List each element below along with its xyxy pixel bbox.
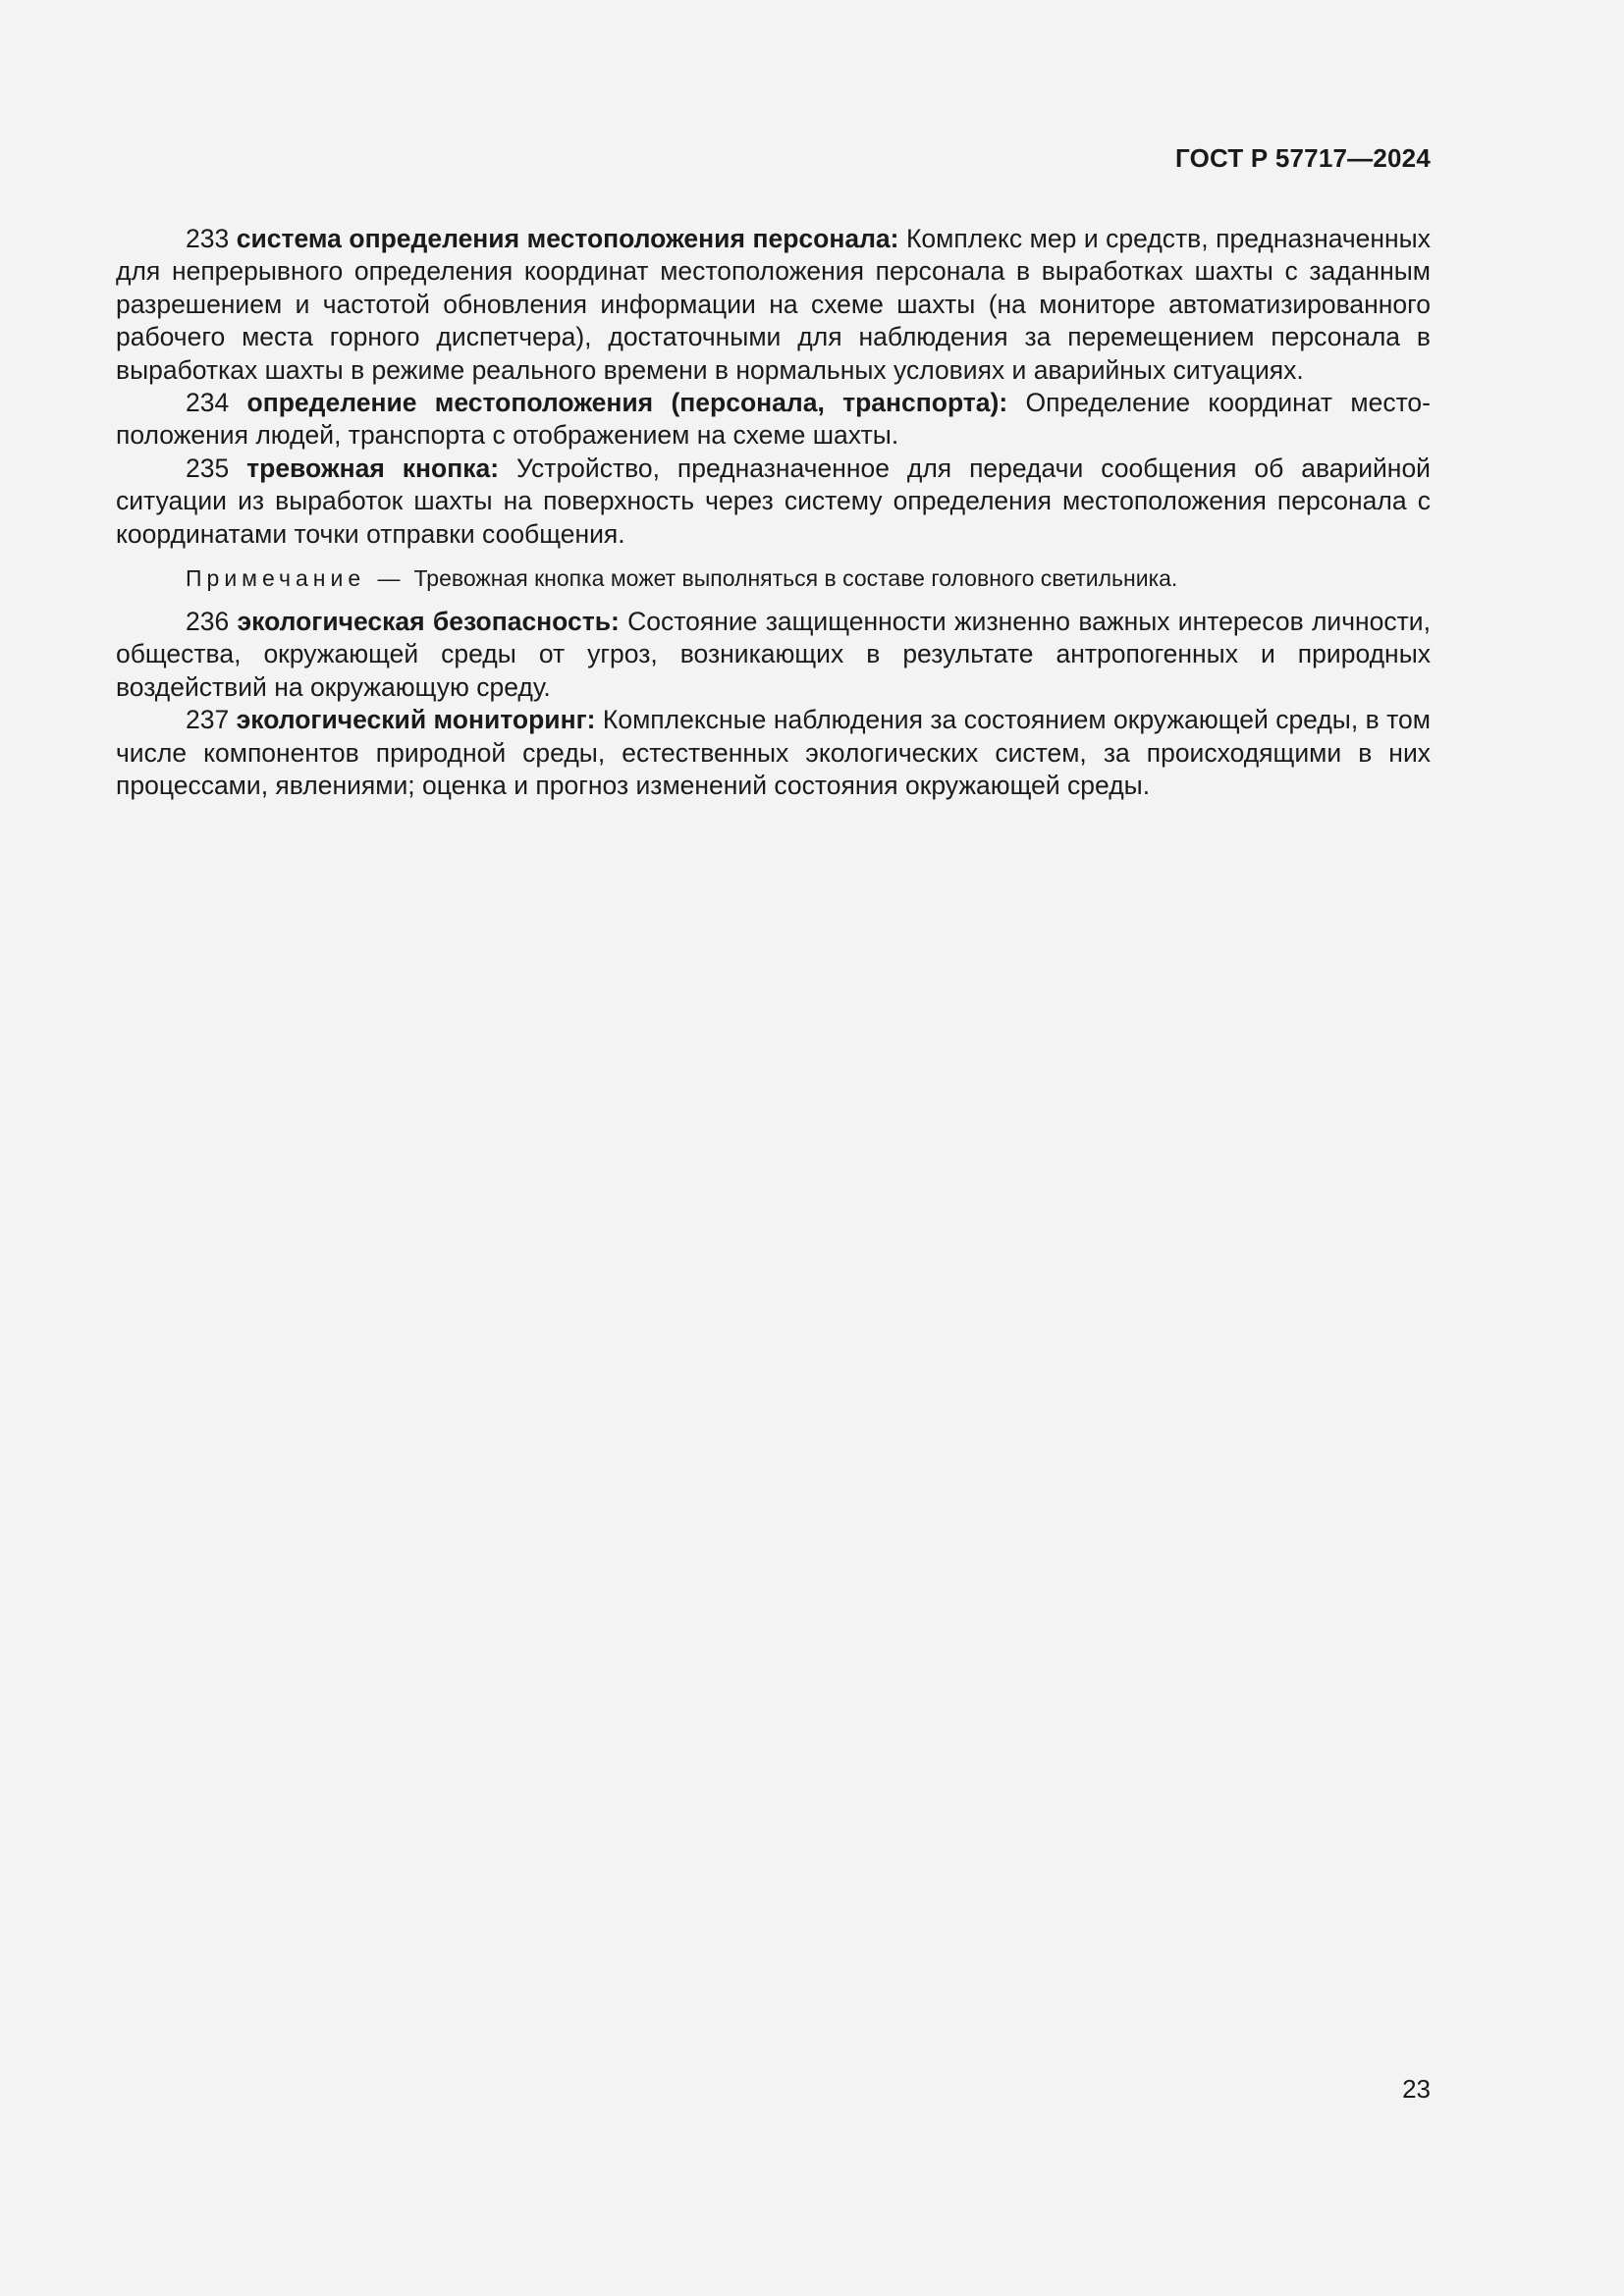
note-label: Примечание — [186, 565, 366, 592]
term-235 — [116, 453, 1431, 551]
note-text: Тревожная кнопка может выполняться в составе головного светильника. — [413, 565, 1178, 592]
term-definition: Комплексные наблюдения за состоянием окружающей среды, в том числе компонентов природной среды, естественных экологических систем, за происходящими в них процессами, явлениями; оценка и прогноз изменений состояния окружающей среды. — [116, 705, 1431, 801]
term-number: 233 — [186, 224, 230, 253]
term-number: 235 — [186, 453, 230, 483]
term-number: 237 — [186, 705, 230, 735]
term-name: определение местоположения (персонала, транспорта): — [246, 388, 1008, 418]
term-definition: Устройство, предназначенное для передачи сообщения об аварийной ситуации из выработок шахты на поверхность через систему определения местоположения персонала с координатами точки отправки сообщения. — [116, 453, 1431, 549]
term-name: система определения местоположения персонала: — [236, 224, 899, 253]
term-definition: Определение координат местоположения людей, транспорта с отображением на схеме шахты. — [116, 388, 1431, 451]
term-number: 234 — [186, 388, 230, 418]
term-name: экологический мониторинг: — [236, 705, 596, 735]
page-number: 23 — [1402, 2074, 1431, 2104]
note — [116, 563, 1431, 593]
term-237 — [116, 704, 1431, 802]
term-name: тревожная кнопка: — [246, 453, 500, 483]
term-definition: Комплекс мер и средств, предназначенных для непрерывного определения координат местоположения персонала в выработках шахты с заданным разрешением и частотой обновления информации на схеме шахты (на мониторе автоматизированного рабочего места горного диспетчера), достаточными для наблюдения за перемещением персонала в выработках шахты в режиме реального времени в нормальных условиях и аварийных ситуациях. — [116, 224, 1431, 385]
term-236 — [116, 606, 1431, 704]
term-233 — [116, 223, 1431, 387]
document-body — [116, 223, 1431, 803]
note-dash: — — [377, 565, 401, 592]
document-header: ГОСТ Р 57717—2024 — [1175, 143, 1431, 173]
term-234 — [116, 387, 1431, 453]
term-name: экологическая безопасность: — [237, 607, 620, 637]
term-number: 236 — [186, 607, 230, 637]
term-definition: Состояние защищенности жизненно важных интересов личности, общества, окружающей среды от угроз, возникающих в результате антропогенных и природных воздействий на окружающую среду. — [116, 607, 1431, 702]
